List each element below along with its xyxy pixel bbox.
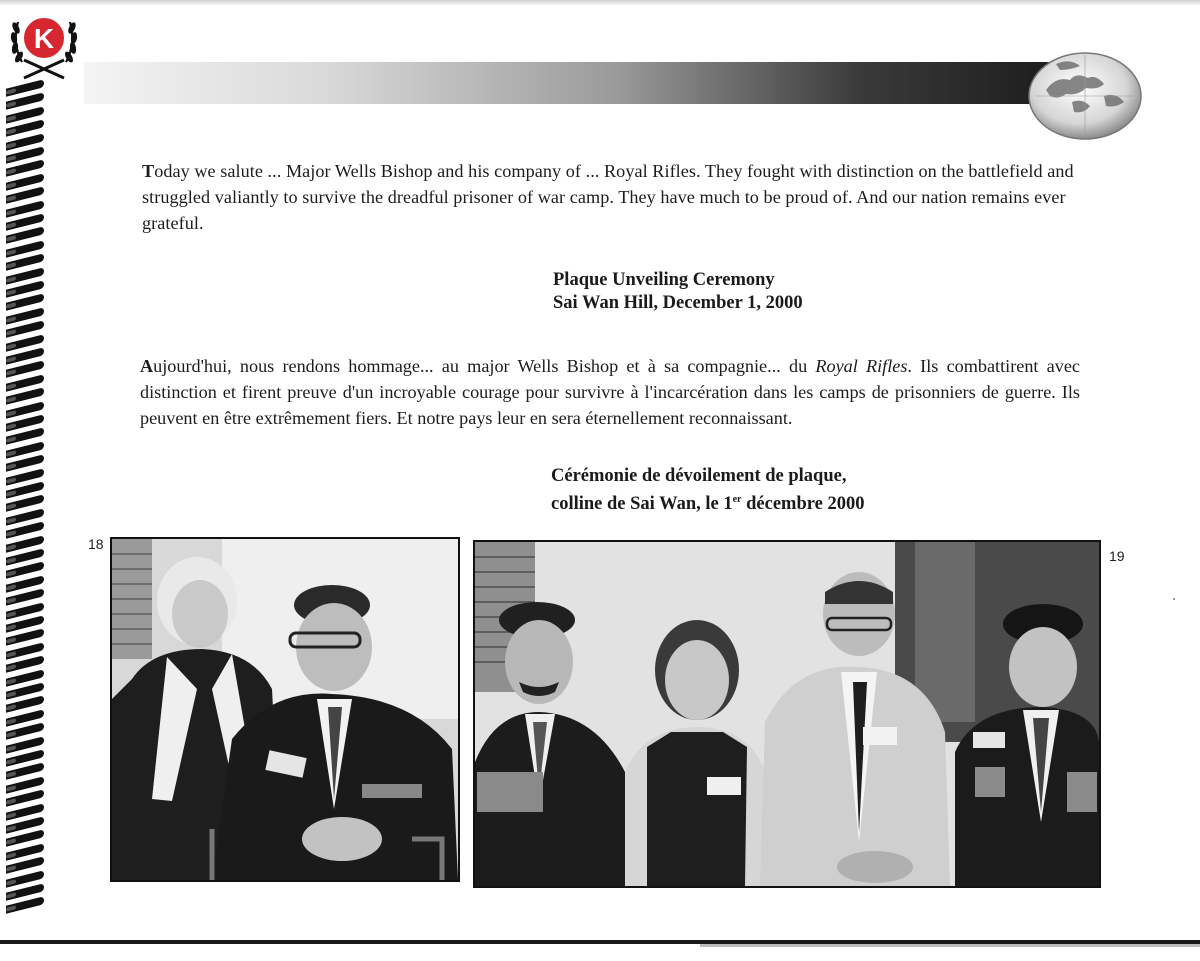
- photo-group-of-four-icon: [473, 540, 1101, 888]
- wreath-logo-icon: [8, 4, 80, 82]
- scan-edge-bottom-shadow: [700, 944, 1200, 947]
- caption-french-line2-after: décembre 2000: [741, 494, 865, 515]
- caption-english: [553, 269, 803, 315]
- caption-french: [551, 465, 864, 516]
- caption-english-line1: Plaque Unveiling Ceremony: [553, 270, 775, 290]
- scan-edge-top: [0, 0, 1200, 6]
- paragraph-english-text: oday we salute ... Major Wells Bishop and his company of ... Royal Rifles. They fought with distinction on the battlefield and struggled valiantly to survive the dreadful prisoner of war camp. They have much to be proud of. And our nation remains ever grateful.: [142, 161, 1074, 233]
- logo-letter: K: [33, 23, 55, 54]
- scan-speck: [1173, 598, 1175, 600]
- paragraph-french-italic: Royal Rifles: [815, 356, 908, 376]
- paragraph-french: [140, 353, 1080, 431]
- page-number-left: 18: [88, 536, 104, 552]
- caption-french-superscript: er: [732, 494, 742, 505]
- dropcap-french: A: [140, 356, 154, 376]
- dropcap-english: T: [142, 161, 155, 181]
- caption-french-line2-before: colline de Sai Wan, le 1: [551, 494, 733, 515]
- caption-english-line2: Sai Wan Hill, December 1, 2000: [553, 293, 803, 313]
- page-number-right: 19: [1109, 548, 1125, 564]
- caption-french-line2: [551, 488, 864, 516]
- binding-spiral: [6, 84, 46, 924]
- photo-veteran-and-woman-icon: [110, 537, 460, 882]
- caption-french-line1: Cérémonie de dévoilement de plaque,: [551, 466, 847, 486]
- paragraph-english: [142, 158, 1087, 236]
- paragraph-french-text-before: ujourd'hui, nous rendons hommage... au major Wells Bishop et à sa compagnie... du: [153, 356, 816, 376]
- globe-map-icon: [1026, 50, 1144, 142]
- header-gradient-bar: [84, 62, 1054, 104]
- paragraph-french-text-after: . Ils combattirent avec distinction et firent preuve d'un incroyable courage pour survivre à l'incarcération dans les camps de prisonniers de guerre. Ils peuvent en être extrêmement fiers. Et notre pays leur en sera éternellement reconnaissant.: [140, 356, 1080, 428]
